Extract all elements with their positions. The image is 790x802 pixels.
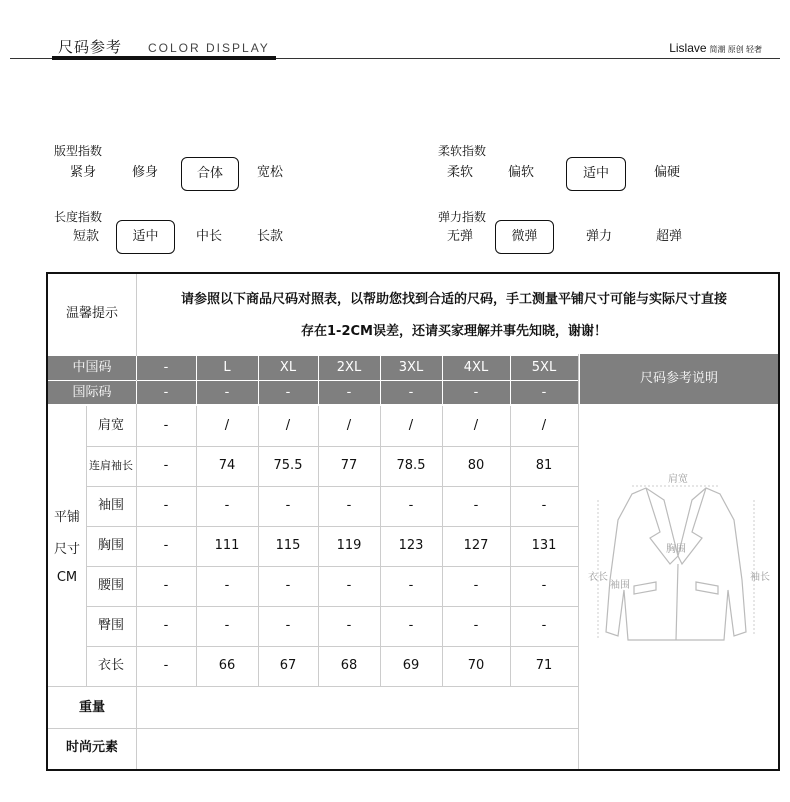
fit-option: 修身: [131, 165, 158, 180]
page-title: 尺码参考: [58, 38, 123, 56]
grid-line: [380, 406, 381, 686]
grid-line: [578, 354, 579, 769]
cn-size-cell: L: [223, 360, 231, 375]
measurement-cell: 131: [531, 538, 557, 553]
notice-line-2: 存在1-2CM误差，还请买家理解并事先知晓，谢谢！: [301, 324, 607, 339]
fit-option: 紧身: [69, 165, 96, 180]
diagram-sleeve-circ-label: 袖围: [610, 580, 630, 591]
measurement-cell: -: [285, 578, 291, 593]
stretch-option: 超弹: [655, 229, 682, 244]
measurement-cell: /: [473, 418, 479, 433]
jacket-center-line: [676, 564, 678, 640]
length-option-selected: 适中: [116, 220, 175, 254]
measurement-cell: -: [346, 578, 352, 593]
measurement-cell: /: [285, 418, 291, 433]
cn-size-cell: XL: [279, 360, 297, 375]
measurement-cell: 68: [340, 658, 358, 673]
jacket-diagram: [584, 460, 774, 660]
measurement-cell: -: [346, 498, 352, 513]
measurement-cell: 78.5: [396, 458, 426, 473]
measurement-cell: -: [163, 578, 169, 593]
softness-option: 偏硬: [653, 165, 680, 180]
measurement-cell: 75.5: [273, 458, 303, 473]
grid-line: [442, 406, 443, 686]
length-index-label: 长度指数: [54, 210, 103, 224]
measurement-cell: 119: [336, 538, 362, 553]
style-elements-label: 时尚元素: [65, 740, 118, 755]
fit-index-label: 版型指数: [54, 144, 103, 158]
fit-option-selected: 合体: [181, 157, 239, 191]
measurement-cell: 69: [402, 658, 420, 673]
measurement-cell: 67: [279, 658, 297, 673]
page-subtitle: COLOR DISPLAY: [148, 41, 270, 55]
length-option: 中长: [195, 229, 222, 244]
grid-line: [510, 406, 511, 686]
softness-option: 偏软: [507, 165, 534, 180]
size-explain-header: 尺码参考说明: [580, 354, 778, 404]
measurement-cell: /: [224, 418, 230, 433]
measurement-cell: -: [163, 538, 169, 553]
diagram-shoulder-label: 肩宽: [668, 474, 688, 485]
weight-label: 重量: [78, 700, 105, 715]
softness-option: 柔软: [446, 165, 473, 180]
brand-tag: 简潮 原创 轻奢: [709, 45, 762, 54]
measurement-cell: -: [541, 618, 547, 633]
cn-size-cell: 3XL: [398, 360, 424, 375]
cn-size-cell: -: [163, 360, 169, 375]
softness-option-selected: 适中: [566, 157, 626, 191]
fit-option: 宽松: [256, 165, 283, 180]
measurement-cell: 115: [275, 538, 301, 553]
intl-size-cell: -: [408, 385, 414, 400]
measurement-cell: 74: [218, 458, 236, 473]
softness-index-label: 柔软指数: [438, 144, 487, 158]
stretch-option: 无弹: [446, 229, 473, 244]
grid-line: [86, 686, 578, 687]
row-label: 胸围: [97, 538, 124, 553]
measurement-cell: 71: [535, 658, 553, 673]
measurement-cell: -: [224, 618, 230, 633]
intl-size-cell: -: [285, 385, 291, 400]
cn-size-cell: 2XL: [336, 360, 362, 375]
measurement-cell: -: [163, 458, 169, 473]
diagram-chest-label: 胸围: [666, 544, 686, 555]
side-label-1: 平铺: [53, 510, 80, 525]
measurement-cell: -: [541, 498, 547, 513]
length-option: 长款: [256, 229, 283, 244]
row-label: 腰围: [97, 578, 124, 593]
cn-size-cell: 4XL: [463, 360, 489, 375]
diagram-sleeve-len-label: 袖长: [750, 572, 770, 583]
grid-line: [318, 406, 319, 686]
measurement-cell: -: [163, 618, 169, 633]
grid-line: [258, 406, 259, 686]
measurement-cell: /: [541, 418, 547, 433]
cn-size-label: 中国码: [72, 360, 112, 375]
measurement-cell: -: [285, 618, 291, 633]
measurement-cell: -: [473, 578, 479, 593]
stretch-index-label: 弹力指数: [438, 210, 487, 224]
intl-size-label: 国际码: [72, 385, 112, 400]
measurement-cell: -: [473, 498, 479, 513]
side-label-3: CM: [56, 570, 78, 585]
measurement-cell: -: [346, 618, 352, 633]
diagram-length-label: 衣长: [588, 572, 608, 583]
measurement-cell: 66: [218, 658, 236, 673]
measurement-cell: -: [163, 418, 169, 433]
length-option: 短款: [72, 229, 99, 244]
side-label-2: 尺寸: [53, 542, 80, 557]
row-label: 连肩袖长: [89, 459, 133, 472]
intl-size-bar: [48, 381, 578, 404]
stretch-option-selected: 微弹: [495, 220, 554, 254]
intl-size-cell: -: [224, 385, 230, 400]
intl-size-cell: -: [346, 385, 352, 400]
measurement-cell: -: [224, 578, 230, 593]
measurement-cell: -: [473, 618, 479, 633]
measurement-cell: -: [163, 498, 169, 513]
notice-label: 温馨提示: [65, 306, 118, 321]
intl-size-cell: -: [163, 385, 169, 400]
measurement-cell: 81: [535, 458, 553, 473]
jacket-pocket: [634, 582, 718, 594]
measurement-cell: -: [408, 498, 414, 513]
measurement-cell: 70: [467, 658, 485, 673]
notice-line-1: 请参照以下商品尺码对照表，以帮助您找到合适的尺码，手工测量平铺尺寸可能与实际尺寸直接: [180, 292, 727, 307]
intl-size-cell: -: [541, 385, 547, 400]
measurement-cell: -: [224, 498, 230, 513]
measurement-cell: /: [408, 418, 414, 433]
measurement-cell: -: [408, 578, 414, 593]
measurement-cell: -: [541, 578, 547, 593]
measurement-cell: 111: [214, 538, 240, 553]
measurement-cell: -: [285, 498, 291, 513]
cn-size-bar: [48, 356, 578, 380]
cn-size-cell: 5XL: [531, 360, 557, 375]
row-label: 臀围: [97, 618, 124, 633]
row-label: 肩宽: [97, 418, 124, 433]
brand-name: Lislave: [669, 41, 707, 55]
notice-text: [138, 284, 770, 348]
stretch-option: 弹力: [585, 229, 612, 244]
intl-size-cell: -: [473, 385, 479, 400]
measurement-cell: 80: [467, 458, 485, 473]
header-accent-bar: [52, 56, 276, 60]
measurement-cell: -: [163, 658, 169, 673]
measurement-cell: -: [408, 618, 414, 633]
measurement-cell: /: [346, 418, 352, 433]
brand: [669, 41, 762, 55]
row-label: 袖围: [97, 498, 124, 513]
grid-line: [196, 406, 197, 686]
measurement-cell: 123: [398, 538, 424, 553]
row-label: 衣长: [97, 658, 124, 673]
measurement-cell: 77: [340, 458, 358, 473]
measurement-cell: 127: [463, 538, 489, 553]
